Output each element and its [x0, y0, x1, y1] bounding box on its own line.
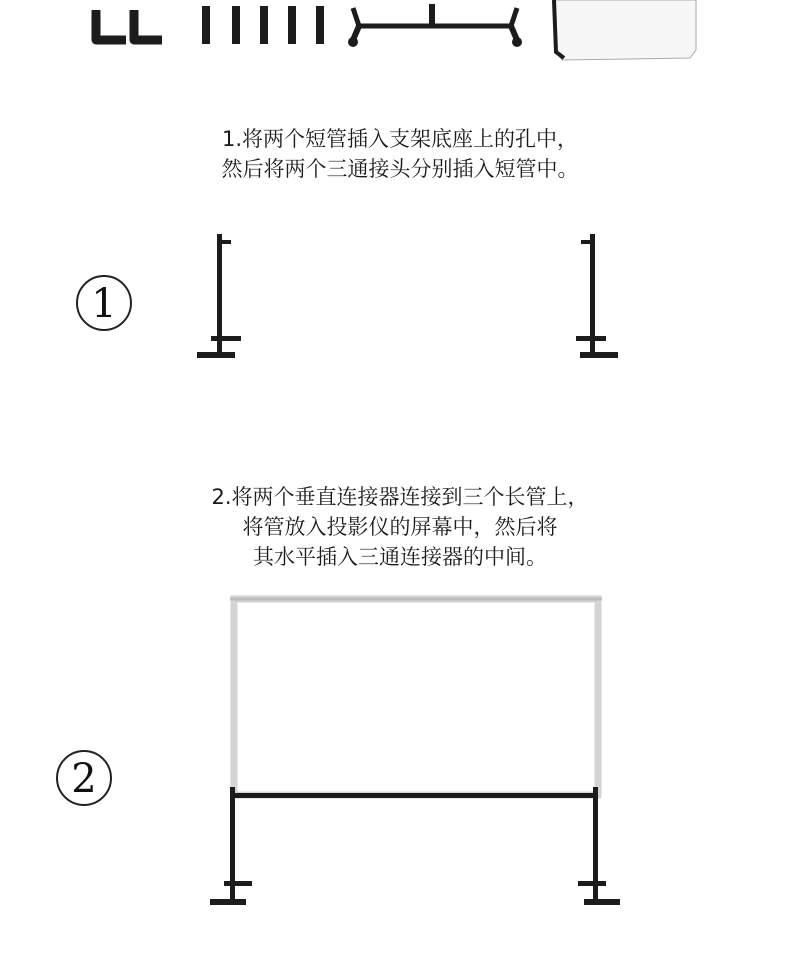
step-2-line-1: 2.将两个垂直连接器连接到三个长管上，	[211, 485, 589, 509]
parts-strip	[0, 0, 800, 70]
step-1-number-badge: 1	[76, 275, 132, 331]
straight-tubes-image	[198, 0, 328, 50]
step-2-line-3: 其水平插入三通连接器的中间。	[253, 545, 547, 569]
step-2-number-badge: 2	[56, 750, 112, 806]
step-2-assembled-screen	[200, 595, 630, 915]
step-1-right-stand	[574, 232, 624, 362]
rolled-screen-image	[550, 0, 700, 62]
step-1-line-1: 1.将两个短管插入支架底座上的孔中，	[221, 127, 579, 151]
step-1-left-stand	[195, 232, 245, 362]
elbow-connectors-image	[90, 2, 170, 52]
step-2-instructions	[0, 482, 800, 572]
step-2-line-2: 将管放入投影仪的屏幕中，然后将	[242, 515, 558, 539]
step-1-instructions	[0, 124, 800, 184]
step-1-line-2: 然后将两个三通接头分别插入短管中。	[221, 157, 579, 181]
stand-base-image	[345, 0, 525, 56]
